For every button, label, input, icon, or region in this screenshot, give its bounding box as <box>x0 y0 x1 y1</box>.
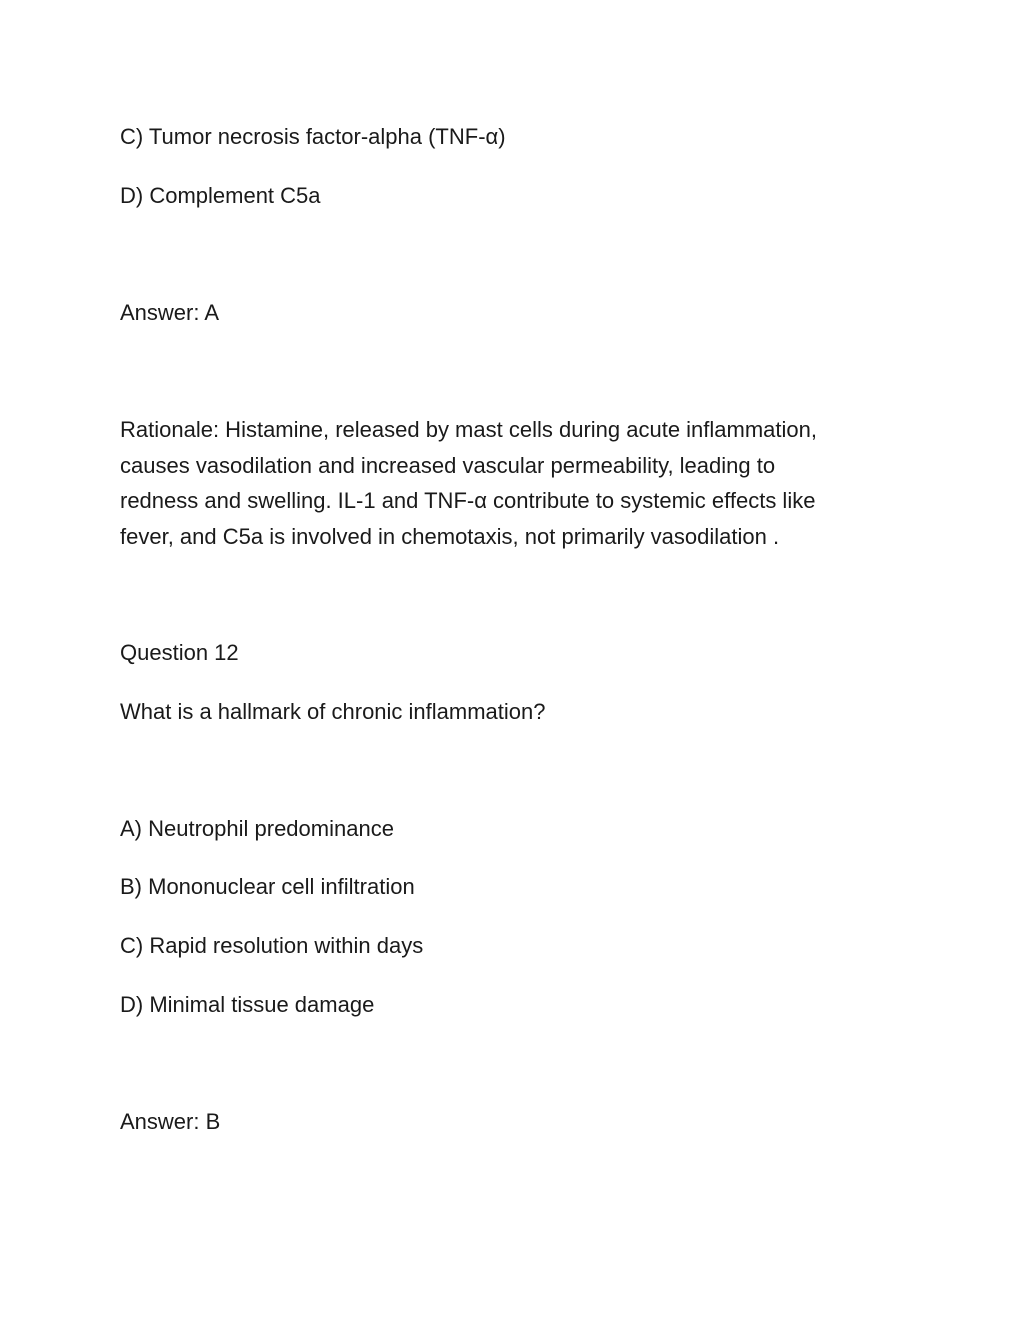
option-c: C) Rapid resolution within days <box>120 933 424 958</box>
question-heading: Question 12 <box>120 640 239 665</box>
option-c-tnf-alpha: C) Tumor necrosis factor-alpha (TNF-α) <box>120 124 506 149</box>
rationale-line: fever, and C5a is involved in chemotaxis, not primarily vasodilation . <box>120 523 780 549</box>
option-a: A) Neutrophil predominance <box>120 816 394 841</box>
question-prompt: What is a hallmark of chronic inflammation? <box>120 699 546 724</box>
option-d: D) Minimal tissue damage <box>120 992 375 1017</box>
answer-previous: Answer: A <box>120 300 220 325</box>
option-b: B) Mononuclear cell infiltration <box>120 874 415 899</box>
rationale-line: causes vasodilation and increased vascular permeability, leading to <box>120 452 776 478</box>
option-d-complement-c5a: D) Complement C5a <box>120 183 321 208</box>
rationale-line: redness and swelling. IL-1 and TNF-α contribute to systemic effects like <box>120 488 816 513</box>
rationale-paragraph <box>120 412 910 554</box>
answer-question-12: Answer: B <box>120 1109 221 1134</box>
rationale-line: Rationale: Histamine, released by mast cells during acute inflammation, <box>120 417 817 442</box>
